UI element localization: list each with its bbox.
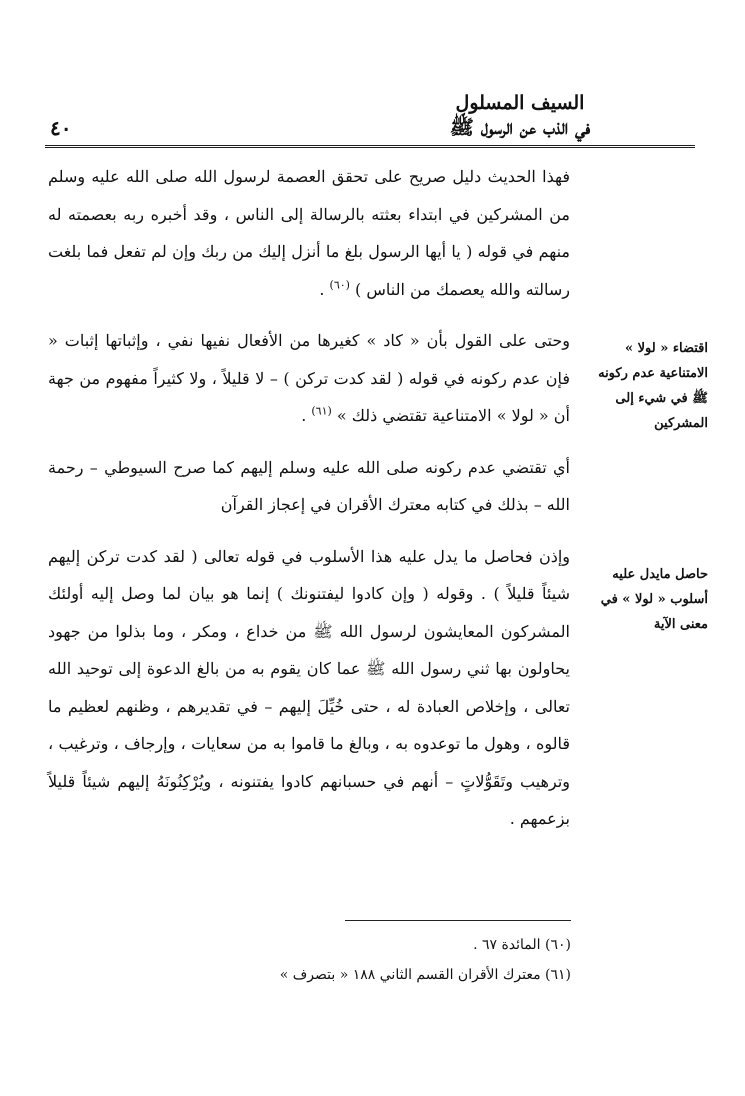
footnote-ref-60[interactable]: (٦٠) bbox=[329, 278, 350, 292]
paragraph-4-text: وإذن فحاصل ما يدل عليه هذا الأسلوب في قوله تعالى ( لقد كدت تركن إليهم شيئاً قليلاً ) . وقوله ( وإن كادوا ليفتنونك ) إنما هو بيان لما وصل إليه أولئك المشركون المعايشون لرسول الله ﷺ من خداع ، ومكر ، وما بذلوا من جهود يحاولون بها ثني رسول الله ﷺ عما كان يقوم به من بالغ الدعوة إلى توحيد الله تعالى ، وإخلاص العبادة له ، حتى خُيِّلَ إليهم – في تقديرهم ، وظنهم لعظيم ما قالوه ، وهول ما توعدوه به ، وبالغ ما قاموا به من سعايات ، وإرجاف ، وترغيب ، وترهيب وتَقَوُّلاتٍ – أنهم في حسبانهم كادوا يفتنونه ، ويُرْكِنُونَهُ إليهم شيئاً قليلاً بزعمهم . bbox=[48, 546, 570, 828]
paragraph-4 bbox=[48, 538, 570, 838]
paragraph-2-text: وحتى على القول بأن « كاد » كغيرها من الأفعال نفيها نفي ، وإثباتها إثبات « فإن عدم ركونه في قوله ( لقد كدت تركن ) – لا قليلاً ، ولا كثيراً مفهوم من جهة أن « لولا » الامتناعية تقتضي ذلك » bbox=[48, 331, 570, 425]
margin-note-1: اقتضاء « لولا » الامتناعية عدم ركونه ﷺ في شيء إلى المشركين bbox=[598, 341, 708, 431]
paragraph-1-text: فهذا الحديث دليل صريح على تحقق العصمة لرسول الله صلى الله عليه وسلم من المشركين في ابتداء بعثته بالرسالة إلى الناس ، وقد أخبره ربه بعصمته له منهم في قوله ( يا أيها الرسول بلغ ما أنزل إليك من ربك وإن لم تفعل فما بلغت رسالته والله يعصمك من الناس ) bbox=[48, 167, 570, 299]
footnote-divider bbox=[345, 920, 571, 921]
footnote-61: (٦١) معترك الأقران القسم الثاني ١٨٨ « بتصرف » bbox=[279, 967, 571, 983]
paragraph-2 bbox=[48, 322, 570, 435]
footnote-60: (٦٠) المائدة ٦٧ . bbox=[473, 937, 571, 953]
book-title-line-1: السيف المسلول bbox=[455, 92, 585, 114]
paragraph-2-end: . bbox=[301, 406, 312, 425]
paragraph-3 bbox=[48, 449, 570, 524]
paragraph-1 bbox=[48, 158, 570, 308]
paragraph-1-end: . bbox=[319, 279, 330, 299]
footnote-ref-61[interactable]: (٦١) bbox=[311, 404, 332, 418]
page-header bbox=[40, 92, 700, 142]
margin-note-2: حاصل مايدل عليه أسلوب « لولا » في معنى الآية bbox=[600, 567, 708, 632]
paragraph-3-text: أي تقتضي عدم ركونه صلى الله عليه وسلم إليهم كما صرح السيوطي – رحمة الله – بذلك في كتابه معترك الأقران في إعجاز القرآن bbox=[48, 457, 570, 514]
footnotes bbox=[200, 930, 571, 990]
book-title-line-2: في الذب عن الرسول ﷺ bbox=[449, 114, 591, 139]
page-number: ٤٠ bbox=[50, 116, 72, 140]
book-title bbox=[340, 92, 700, 139]
main-text bbox=[48, 158, 570, 852]
header-divider bbox=[45, 145, 695, 148]
